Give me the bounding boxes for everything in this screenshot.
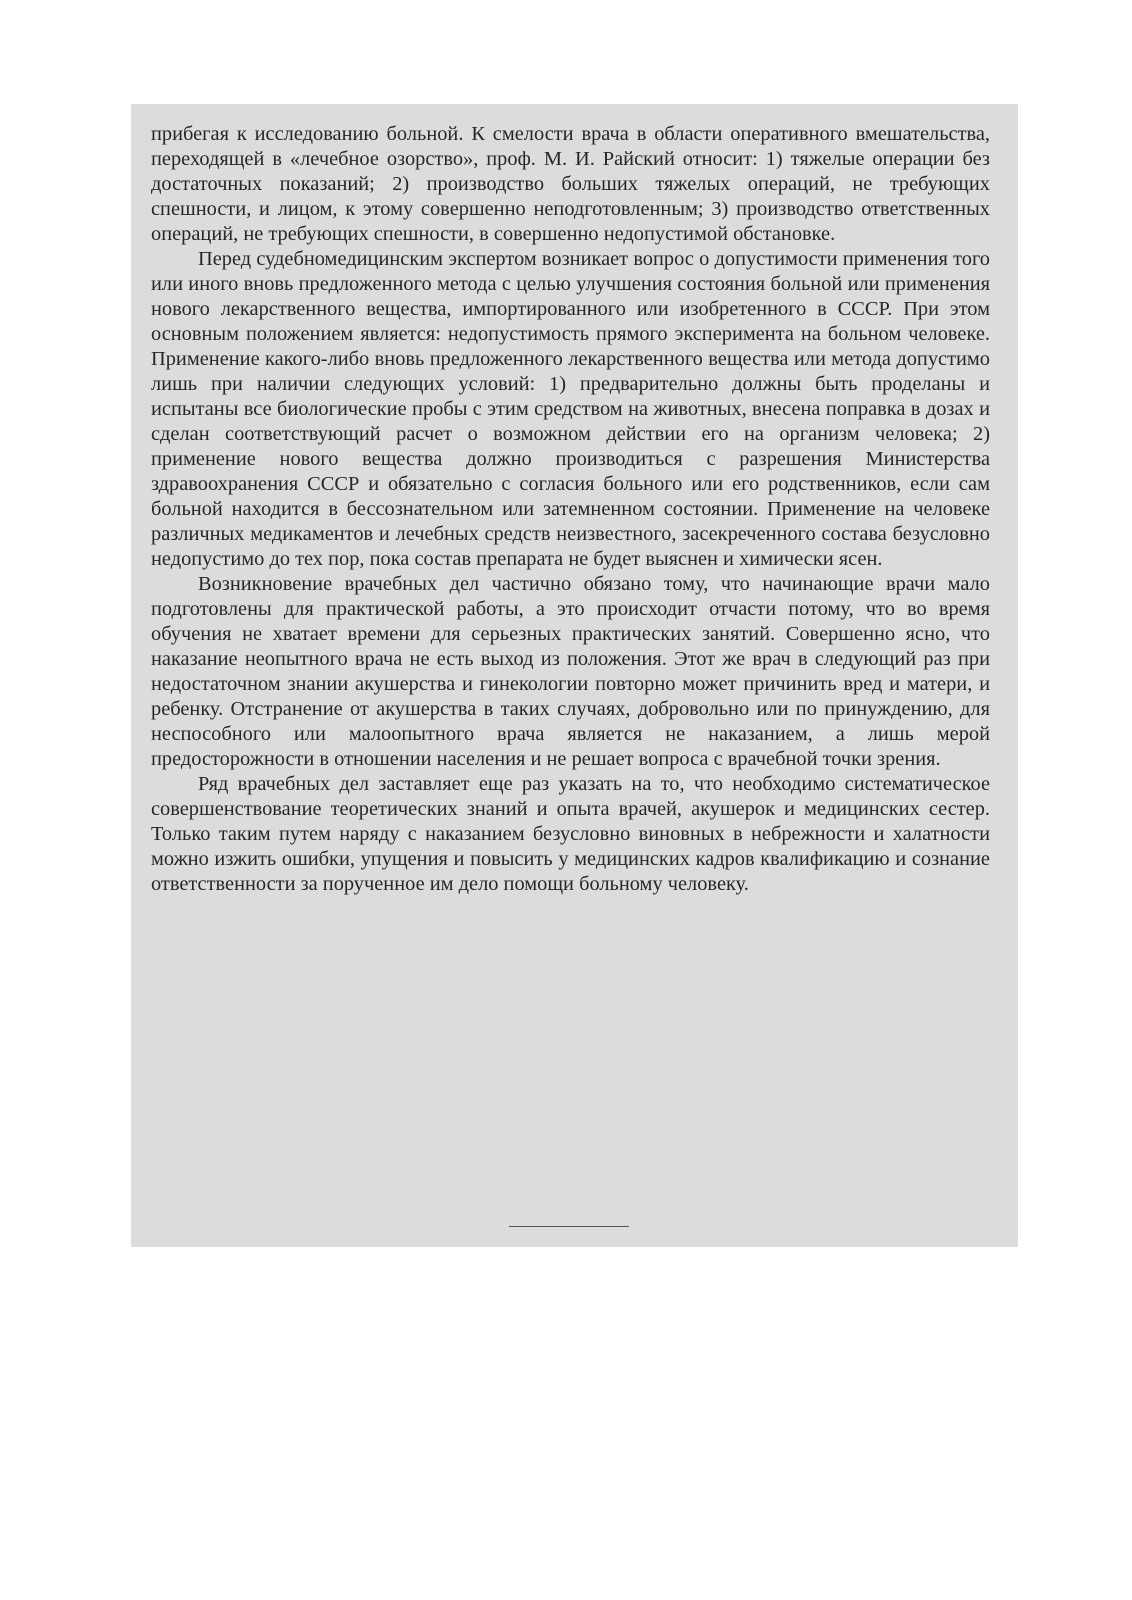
paragraph: Перед судебномедицинским экспертом возникает вопрос о допустимости применения того или иного вновь предложенного метода с целью улучшения состояния больной или применения нового лекарственного вещества, импортированного или изобретенного в СССР. При этом основным положением является: недопустимость прямого эксперимента на больном человеке. Применение какого-либо вновь предложенного лекарственного вещества или метода допустимо лишь при наличии следующих условий: 1) предварительно должны быть проделаны и испытаны все биологические пробы с этим средством на животных, внесена поправка в дозах и сделан соответствующий расчет о возможном действии его на организм человека; 2) применение нового вещества должно производиться с разрешения Министерства здравоохранения СССР и обязательно с согласия больного или его родственников, если сам больной находится в бессознательном или затемненном состоянии. Применение на человеке различных медикаментов и лечебных средств неизвестного, засекреченного состава безусловно недопустимо до тех пор, пока состав препарата не будет выяснен и химически ясен. [151, 248, 990, 570]
paragraph: прибегая к исследованию больной. К смелости врача в области оперативного вмешательства, переходящей в «лечебное озорство», проф. М. И. Райский относит: 1) тяжелые операции без достаточных показаний; 2) производство больших тяжелых операций, не требующих спешности, и лицом, к этому совершенно неподготовленным; 3) производство ответственных операций, не требующих спешности, в совершенно недопустимой обстановке. [151, 123, 990, 245]
end-of-chapter-rule [509, 1226, 629, 1227]
body-text [151, 122, 990, 897]
paragraph: Возникновение врачебных дел частично обязано тому, что начинающие врачи мало подготовлены для практической работы, а это происходит отчасти потому, что во время обучения не хватает времени для серьезных практических занятий. Совершенно ясно, что наказание неопытного врача не есть выход из положения. Этот же врач в следующий раз при недостаточном знании акушерства и гинекологии повторно может причинить вред и матери, и ребенку. Отстранение от акушерства в таких случаях, добровольно или по принуждению, для неспособного или малоопытного врача является не наказанием, а лишь мерой предосторожности в отношении населения и не решает вопроса с врачебной точки зрения. [151, 573, 990, 770]
paragraph: Ряд врачебных дел заставляет еще раз указать на то, что необходимо систематическое совершенствование теоретических знаний и опыта врачей, акушерок и медицинских сестер. Только таким путем наряду с наказанием безусловно виновных в небрежности и халатности можно изжить ошибки, упущения и повысить у медицинских кадров квалификацию и сознание ответственности за порученное им дело помощи больному человеку. [151, 773, 990, 895]
scanned-page [131, 104, 1018, 1247]
